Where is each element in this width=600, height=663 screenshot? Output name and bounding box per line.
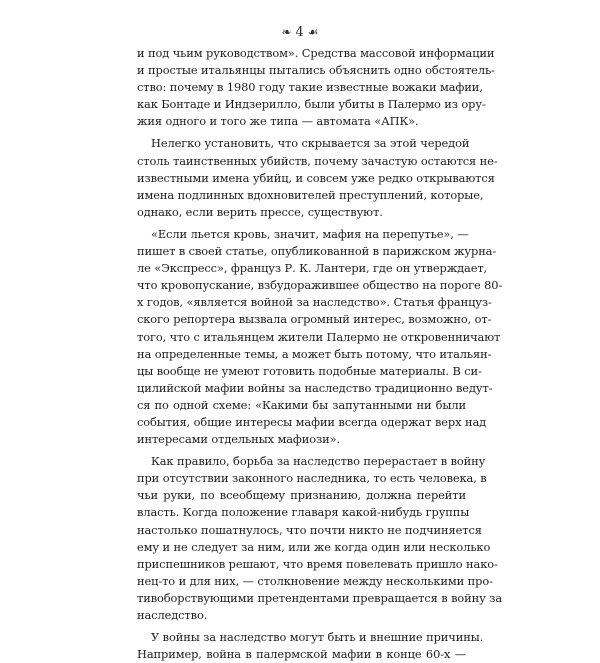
text-line: чьи руки, по всеобщему признанию, должна перейти bbox=[137, 488, 466, 503]
paragraph bbox=[137, 135, 498, 220]
text-line: ле «Экспресс», француз Р. К. Лантери, где он утверждает, bbox=[137, 261, 488, 276]
paragraph bbox=[137, 45, 495, 130]
text-line: известными имена убийц, и совсем уже редко открываются bbox=[137, 170, 495, 185]
text-line: настолько пошатнулось, что почти никто не подчиняется bbox=[137, 522, 482, 537]
text-line: власть. Когда положение главаря какой-нибудь группы bbox=[137, 505, 470, 520]
text-line: Например, война в палермской мафии в конце 60-х — bbox=[137, 647, 466, 662]
text-line: столь таинственных убийств, почему зачастую остаются не- bbox=[137, 153, 498, 168]
text-line: Нелегко установить, что скрывается за этой чередой bbox=[151, 136, 470, 151]
text-line: и простые итальянцы пытались объяснить одно обстоятель- bbox=[137, 63, 495, 78]
text-line: при отсутствии законного наследника, то есть человека, в bbox=[137, 471, 487, 486]
text-line: приспешников решают, что время повелевать пришло нако- bbox=[137, 556, 498, 571]
text-line: что кровопускание, взбудоражившее общество на пороге 80- bbox=[137, 278, 503, 293]
text-line: как Бонтаде и Индзерилло, были убиты в Палермо из ору- bbox=[137, 97, 486, 112]
text-line: события, общие интересы мафии всегда одержат верх над bbox=[137, 414, 487, 429]
paragraph bbox=[137, 629, 484, 663]
text-line: тивоборствующими претендентами превращается в войну за bbox=[137, 590, 503, 605]
text-line: ство: почему в 1980 году такие известные вожаки мафии, bbox=[137, 80, 483, 95]
text-line: Как правило, борьба за наследство перерастает в войну bbox=[151, 454, 486, 469]
text-line: цы вообще не умеют готовить подобные материалы. В си- bbox=[137, 363, 482, 378]
page-number: 4 bbox=[295, 25, 304, 40]
text-line: интересами отдельных мафиози». bbox=[137, 432, 340, 447]
text-line: имена подлинных вдохновителей преступлений, которые, bbox=[137, 187, 484, 202]
text-line: жия одного и того же типа — автомата «АПК». bbox=[137, 114, 419, 129]
text-line: на определенные темы, а может быть потому, что итальян- bbox=[137, 346, 492, 361]
ornament-right-icon: ☙ bbox=[307, 25, 319, 39]
text-line: однако, если верить прессе, существуют. bbox=[137, 204, 383, 219]
text-line: цилийской мафии войны за наследство традиционно ведут- bbox=[137, 380, 493, 395]
text-line: ского репортера вызвала огромный интерес, возможно, от- bbox=[137, 312, 492, 327]
text-line: ему и не следует за ним, или же когда один или несколько bbox=[137, 539, 491, 554]
page-header bbox=[0, 24, 600, 41]
paragraph bbox=[137, 453, 503, 624]
body-text bbox=[137, 45, 503, 663]
text-line: У войны за наследство могут быть и внешние причины. bbox=[151, 630, 484, 645]
text-line: нец-то и для них, — столкновение между несколькими про- bbox=[137, 573, 493, 588]
text-line: «Если льется кровь, значит, мафия на перепутье», — bbox=[151, 226, 469, 241]
text-line: того, что с итальянцем жители Палермо не откровенничают bbox=[137, 329, 501, 344]
ornament-left-icon: ❧ bbox=[281, 25, 292, 39]
text-line: х годов, «является войной за наследство». Статья француз- bbox=[137, 295, 492, 310]
text-line: ся по одной схеме: «Какими бы запутанными ни были bbox=[137, 397, 466, 412]
text-line: и под чьим руководством». Средства массовой информации bbox=[137, 46, 495, 60]
paragraph bbox=[137, 226, 503, 448]
text-line: пишет в своей статье, опубликованной в парижском журна- bbox=[137, 244, 497, 259]
text-line: наследство. bbox=[137, 608, 208, 622]
